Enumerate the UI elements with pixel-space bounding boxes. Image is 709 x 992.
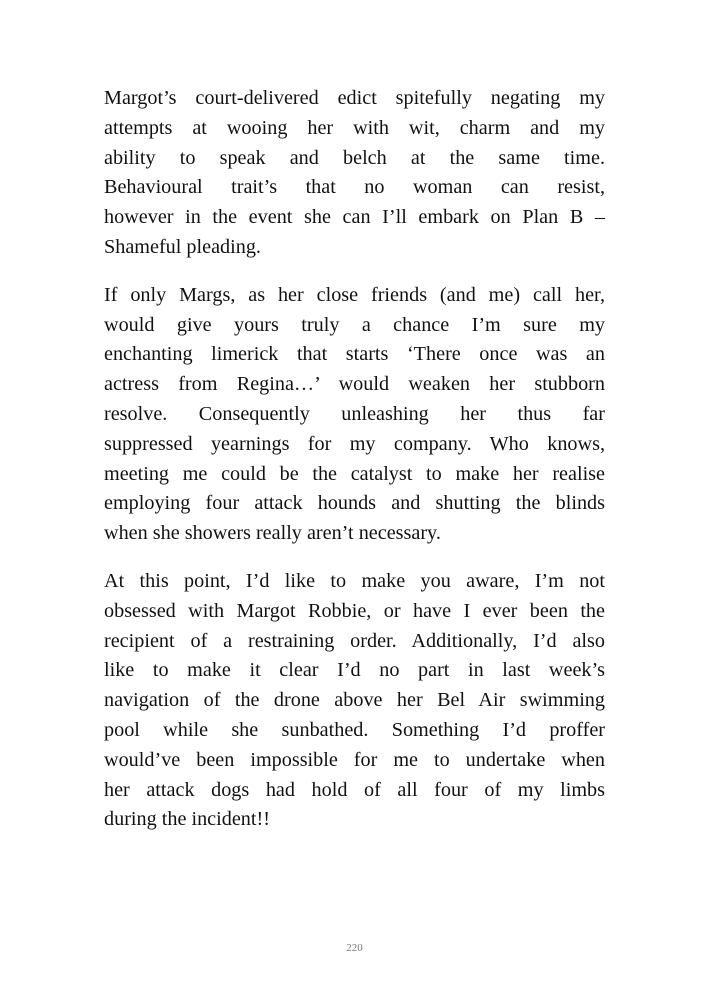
text-line: meeting me could be the catalyst to make her realise — [104, 462, 605, 485]
text-line: resolve. Consequently unleashing her thus far — [104, 402, 605, 425]
text-line: Behavioural trait’s that no woman can resist, — [104, 176, 605, 199]
text-line: navigation of the drone above her Bel Air swimming — [104, 689, 605, 712]
paragraph-2 — [104, 281, 605, 549]
text-line: her attack dogs had hold of all four of my limbs — [104, 778, 605, 801]
body-text — [104, 84, 605, 853]
text-line: Shameful pleading. — [104, 235, 261, 258]
text-line: If only Margs, as her close friends (and me) call her, — [104, 283, 605, 306]
text-line: Margot’s court-delivered edict spitefully negating my — [104, 87, 605, 109]
paragraph-1 — [104, 84, 605, 263]
text-line: like to make it clear I’d no part in last week’s — [104, 659, 605, 682]
page-number: 220 — [346, 942, 363, 954]
text-line: would give yours truly a chance I’m sure my — [104, 313, 605, 336]
text-line: actress from Regina…’ would weaken her stubborn — [104, 373, 605, 396]
text-line: enchanting limerick that starts ‘There once was an — [104, 343, 605, 366]
text-line: during the incident!! — [104, 808, 270, 831]
text-line: suppressed yearnings for my company. Who knows, — [104, 432, 605, 455]
text-line: however in the event she can I’ll embark on Plan B – — [104, 206, 605, 229]
text-line: attempts at wooing her with wit, charm and my — [104, 116, 605, 139]
text-line: when she showers really aren’t necessary. — [104, 522, 441, 545]
text-line: would’ve been impossible for me to undertake when — [104, 748, 605, 771]
text-line: ability to speak and belch at the same time. — [104, 146, 605, 169]
text-line: employing four attack hounds and shutting the blinds — [104, 492, 605, 515]
text-line: pool while she sunbathed. Something I’d proffer — [104, 718, 605, 741]
text-line: At this point, I’d like to make you aware, I’m not — [104, 569, 605, 592]
text-line: recipient of a restraining order. Additionally, I’d also — [104, 629, 605, 652]
text-line: obsessed with Margot Robbie, or have I ever been the — [104, 599, 605, 622]
paragraph-3 — [104, 567, 605, 835]
